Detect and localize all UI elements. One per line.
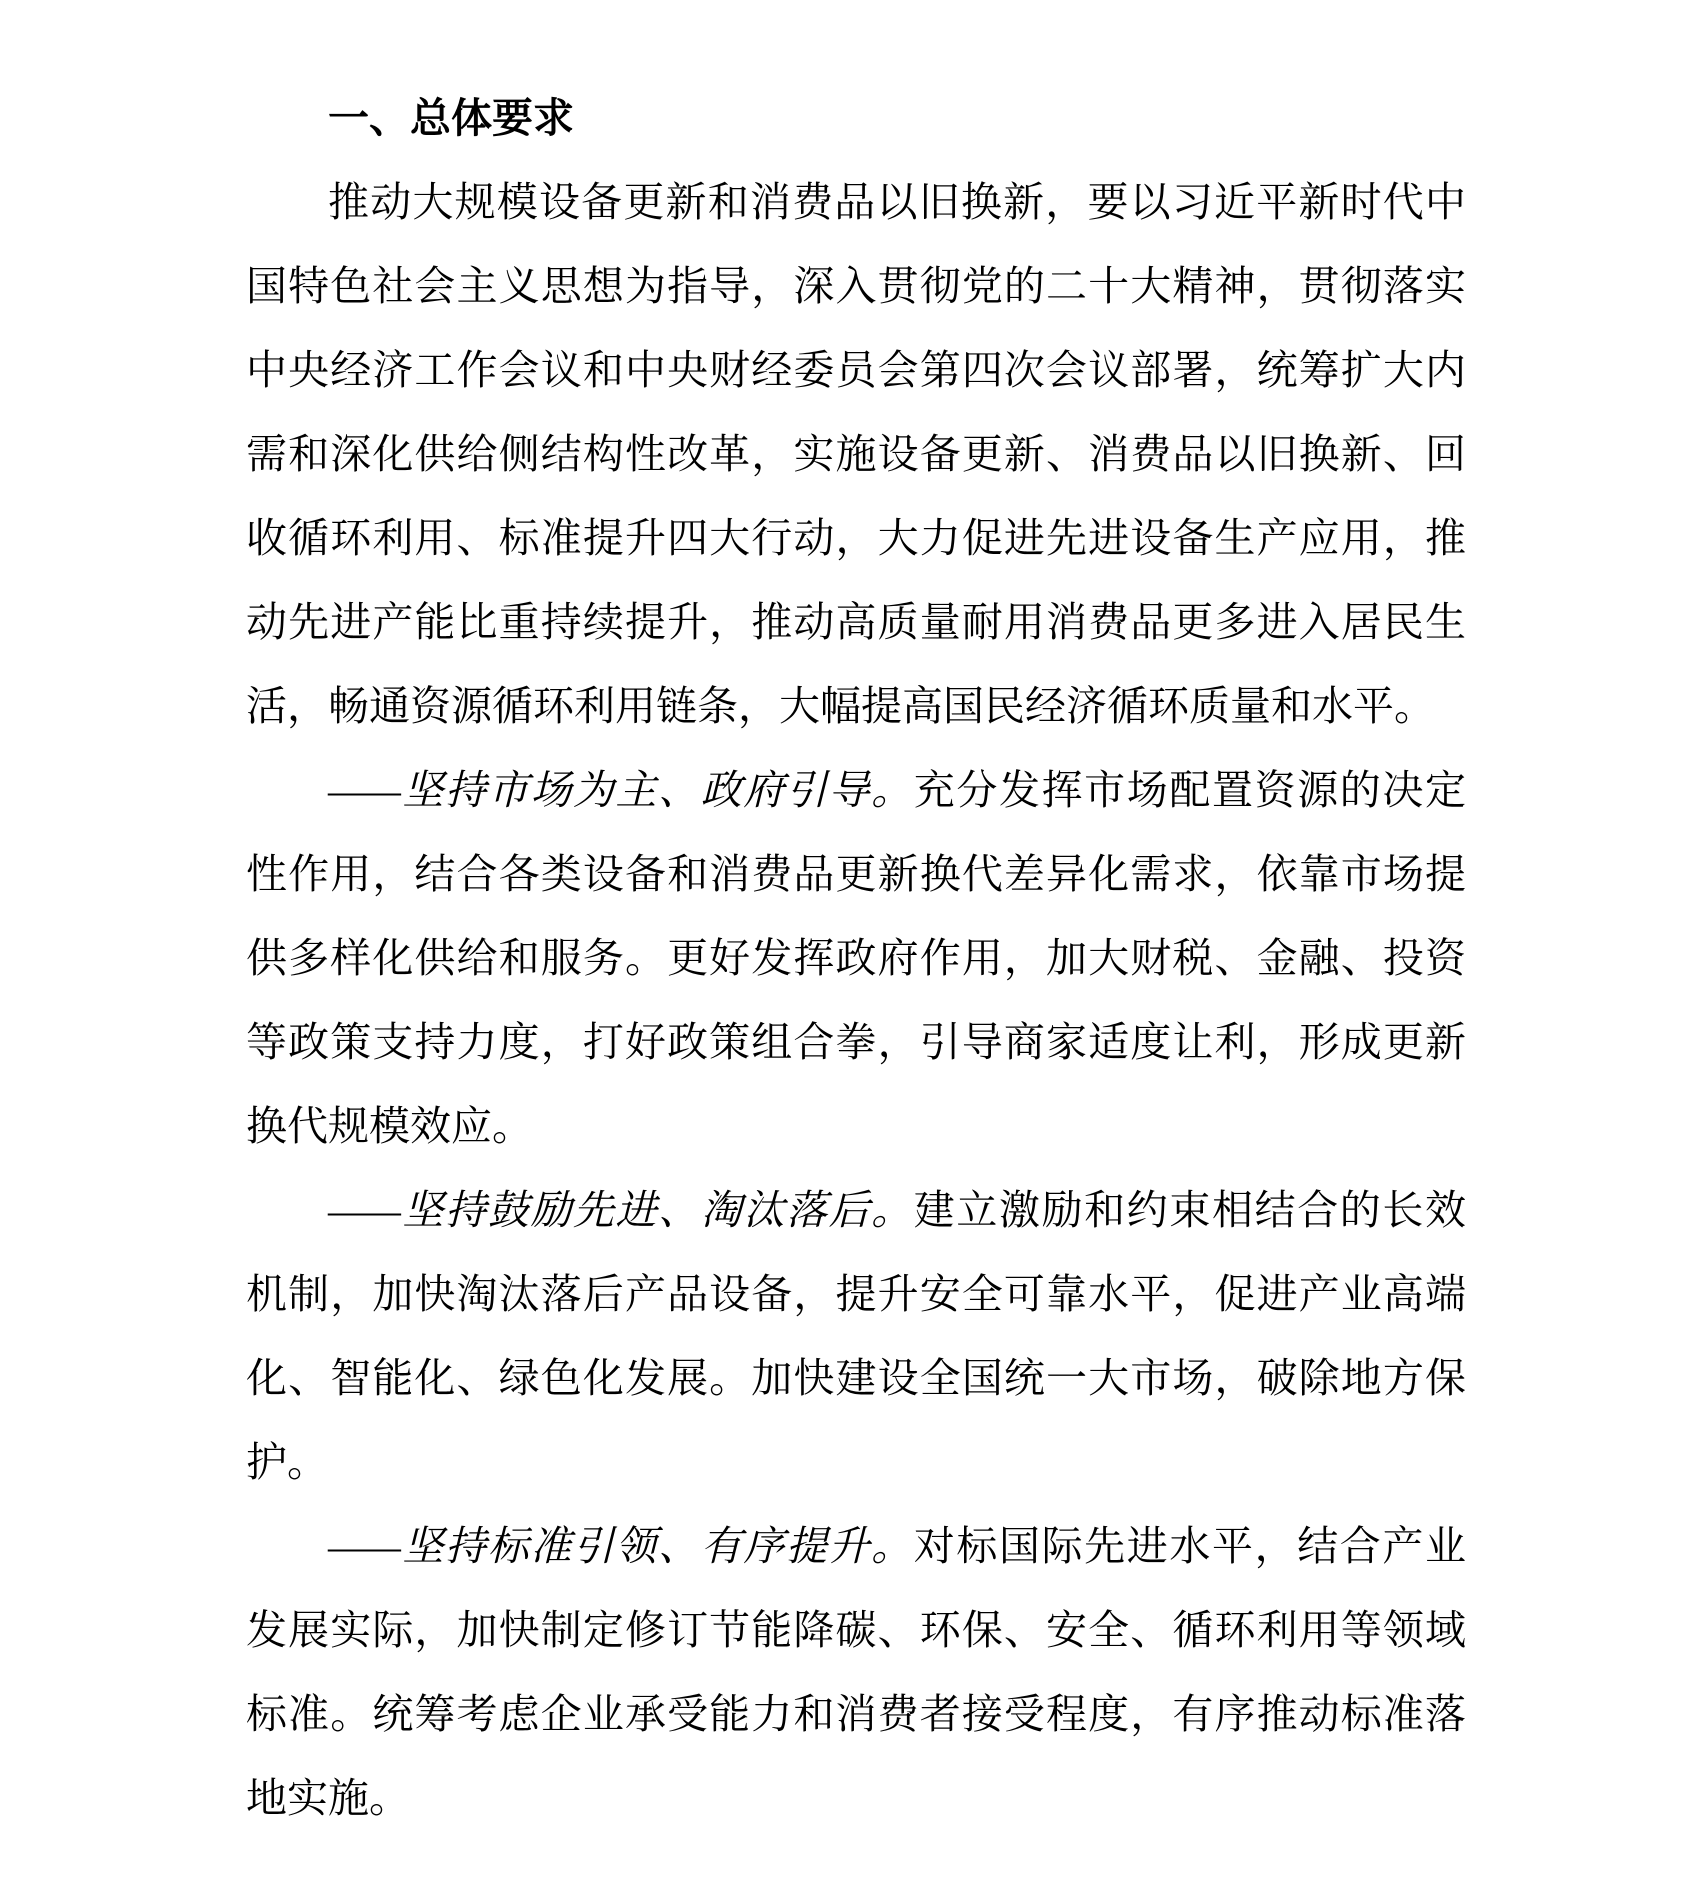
section-heading [246,76,1466,160]
paragraph-text: 充分发挥市场配置资源的决定性作用，结合各类设备和消费品更新换代差异化需求，依靠市场提供多样化供给和服务。更好发挥政府作用，加大财税、金融、投资等政策支持力度，打好政策组合拳，引导商家适度让利，形成更新换代规模效应。 [246,767,1467,1149]
paragraph-lead: ——坚持标准引领、有序提升。 [328,1523,914,1569]
paragraph-principle-advanced [246,1168,1466,1504]
paragraph-overview [246,160,1466,748]
document-content [246,76,1466,1840]
paragraph-text: 建立激励和约束相结合的长效机制，加快淘汰落后产品设备，提升安全可靠水平，促进产业高端化、智能化、绿色化发展。加快建设全国统一大市场，破除地方保护。 [246,1187,1467,1485]
section-heading-text: 一、总体要求 [328,95,574,141]
paragraph-text: 对标国际先进水平，结合产业发展实际，加快制定修订节能降碳、环保、安全、循环利用等领域标准。统筹考虑企业承受能力和消费者接受程度，有序推动标准落地实施。 [246,1523,1467,1821]
paragraph-lead: ——坚持鼓励先进、淘汰落后。 [328,1187,914,1233]
paragraph-lead: ——坚持市场为主、政府引导。 [328,767,914,813]
paragraph-principle-market [246,748,1466,1168]
paragraph-text: 推动大规模设备更新和消费品以旧换新，要以习近平新时代中国特色社会主义思想为指导，深入贯彻党的二十大精神，贯彻落实中央经济工作会议和中央财经委员会第四次会议部署，统筹扩大内需和深化供给侧结构性改革，实施设备更新、消费品以旧换新、回收循环利用、标准提升四大行动，大力促进先进设备生产应用，推动先进产能比重持续提升，推动高质量耐用消费品更多进入居民生活，畅通资源循环利用链条，大幅提高国民经济循环质量和水平。 [246,179,1466,729]
paragraph-principle-standards [246,1504,1466,1840]
